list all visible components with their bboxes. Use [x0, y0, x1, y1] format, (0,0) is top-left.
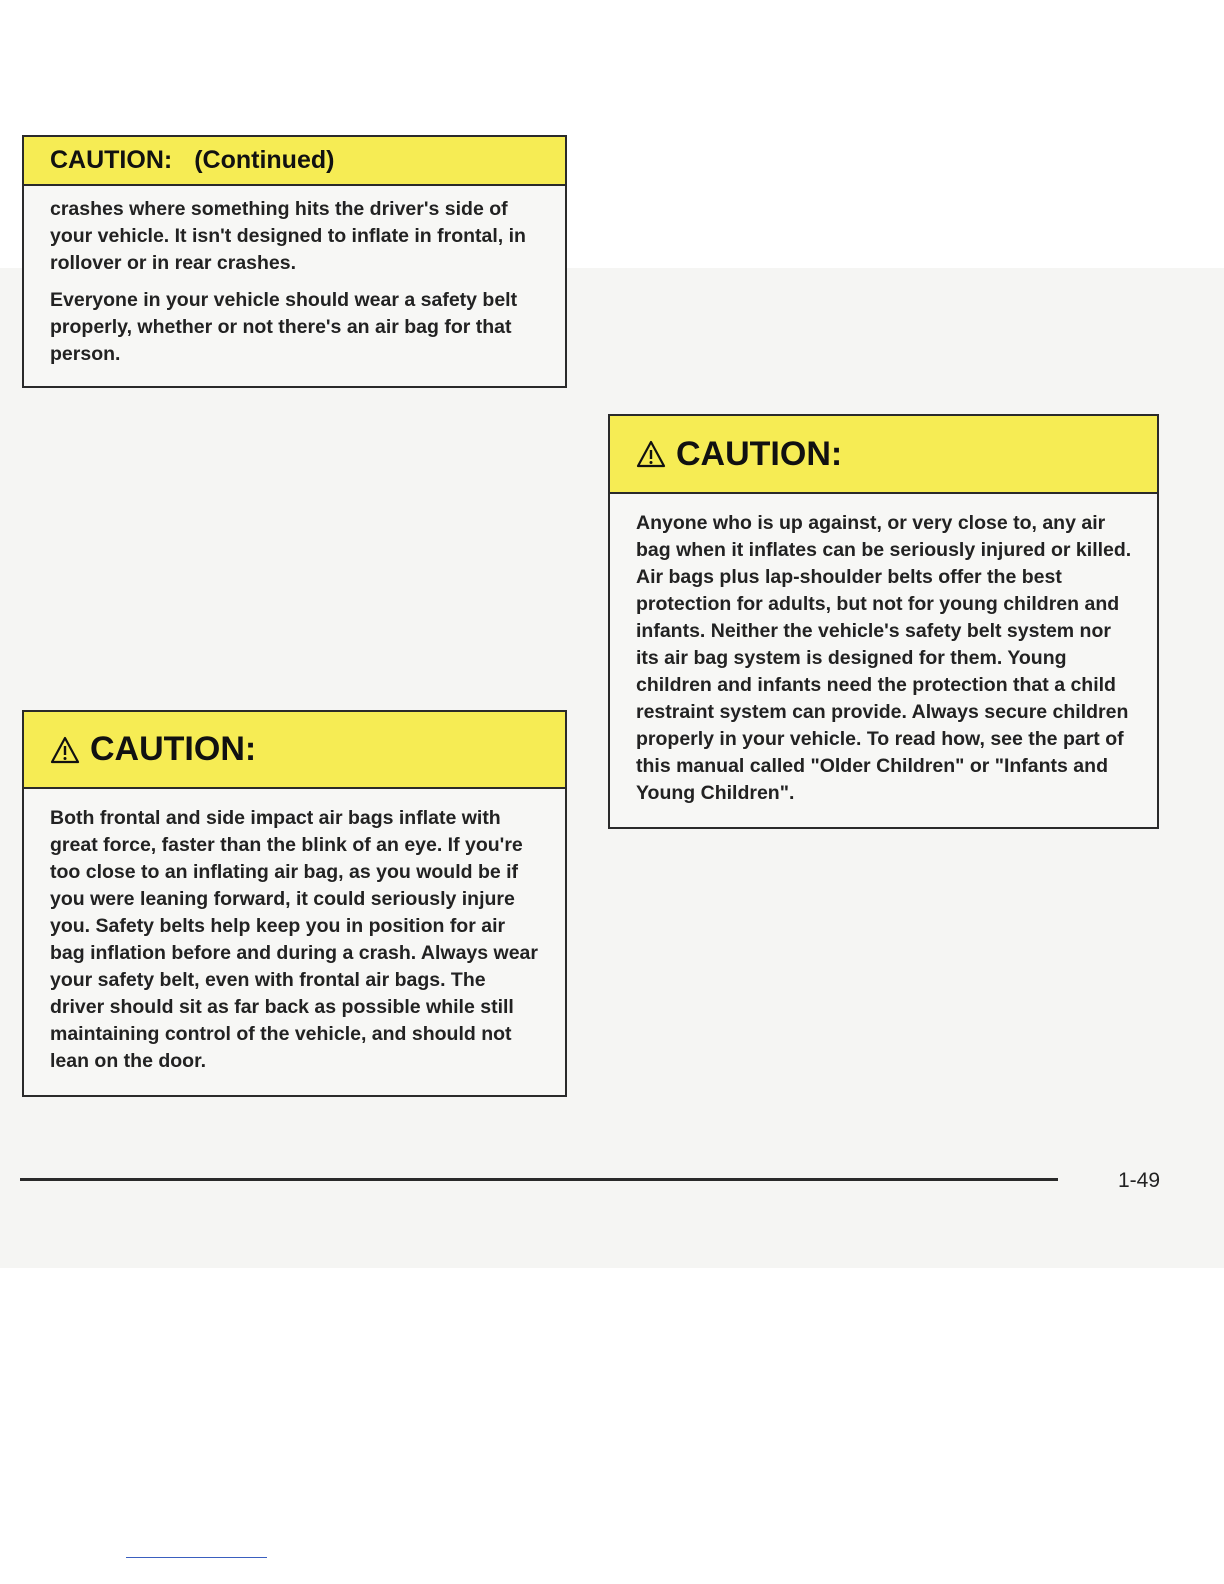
warning-triangle-icon	[50, 736, 80, 764]
caution-body	[24, 186, 565, 386]
divider	[126, 1557, 267, 1558]
caution-header	[610, 416, 1157, 494]
caution-box-airbag-force	[22, 710, 567, 1097]
caution-header	[24, 712, 565, 789]
caution-label: CAUTION:	[90, 730, 257, 768]
caution-header	[24, 137, 565, 186]
caution-box-child-safety	[608, 414, 1159, 829]
caution-label: CAUTION:	[50, 146, 173, 174]
footer-rule	[20, 1178, 1058, 1181]
caution-paragraph: Everyone in your vehicle should wear a safety belt properly, whether or not there's an air bag for that person.	[50, 289, 518, 365]
caution-box-continued	[22, 135, 567, 388]
caution-label: CAUTION:	[676, 434, 843, 473]
page-number: 1-49	[1118, 1169, 1161, 1192]
caution-paragraph: Anyone who is up against, or very close to, any air bag when it inflates can be seriously injured or killed. Air bags plus lap-shoulder belts offer the best protection for adults, but not for young children and infants. Neither the vehicle's safety belt system nor its air bag system is designed for them. Young children and infants need the protection that a child restraint system can provide. Always secure children properly in your vehicle. To read how, see the part of this manual called "Older Children" or "Infants and Young Children".	[636, 512, 1132, 804]
caution-paragraph: crashes where something hits the driver's side of your vehicle. It isn't designed to inflate in frontal, in rollover or in rear crashes.	[50, 198, 526, 274]
caution-body	[24, 789, 565, 1095]
caution-body	[610, 494, 1157, 827]
warning-triangle-icon	[636, 440, 666, 468]
continued-label: (Continued)	[194, 146, 335, 174]
caution-paragraph: Both frontal and side impact air bags inflate with great force, faster than the blink of an eye. If you're too close to an inflating air bag, as you would be if you were leaning forward, it could seriously injure you. Safety belts help keep you in position for air bag inflation before and during a crash. Always wear your safety belt, even with frontal air bags. The driver should sit as far back as possible while still maintaining control of the vehicle, and should not lean on the door.	[50, 807, 538, 1072]
